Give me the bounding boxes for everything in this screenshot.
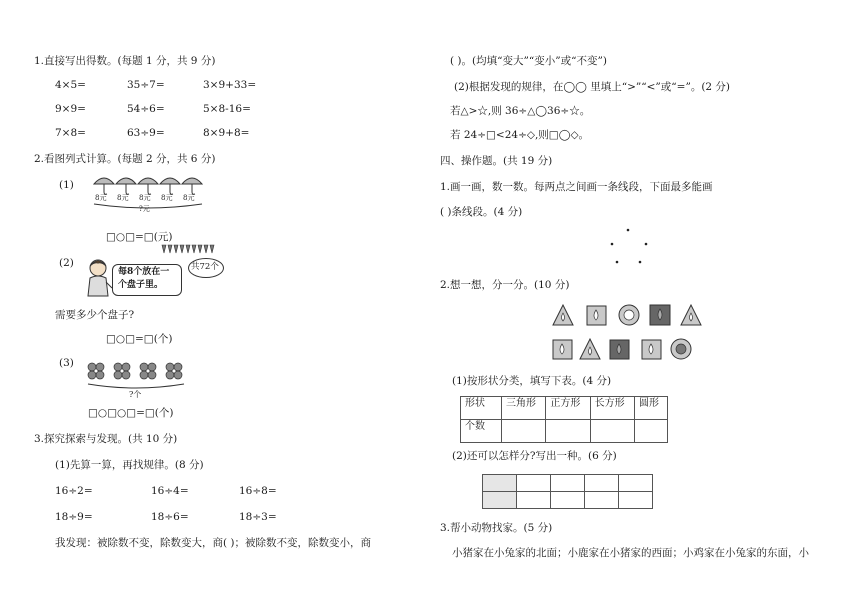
grid-cell[interactable] [585, 475, 619, 492]
table-cell[interactable] [590, 420, 634, 443]
table-header: 圆形 [634, 397, 667, 420]
dots-icon [600, 226, 660, 268]
table-row [483, 492, 653, 509]
grid-cell[interactable] [517, 492, 551, 509]
calc-item: 9×9= [55, 103, 86, 115]
q1-line1: 1.画一画，数一数。每两点之间画一条线段，下面最多能画 [440, 181, 713, 193]
q3-formula: □○□○□=□(个) [88, 407, 174, 419]
divide-item: 16÷8= [239, 485, 277, 497]
umbrella-price: 8元 [95, 194, 107, 202]
section4-title: 四、操作题。(共 19 分) [440, 155, 553, 167]
q1-question: ?元 [139, 205, 150, 213]
q2-label: (2) [59, 257, 74, 269]
q3-label: (3) [59, 357, 74, 369]
q3-text: 小猪家在小兔家的北面；小鹿家在小猪家的西面；小鸡家在小兔家的东面，小 [452, 547, 809, 559]
grid-cell[interactable] [517, 475, 551, 492]
part2-instruction: (2)根据发现的规律，在◯◯ 里填上“>”“<”或“=”。(2 分) [454, 81, 731, 93]
divide-item: 18÷6= [151, 511, 189, 523]
q1-formula: □○□=□(元) [106, 231, 173, 243]
section3-title: 3.探究探索与发现。(共 10 分) [34, 433, 178, 445]
table-cell[interactable] [634, 420, 667, 443]
section1-title: 1.直接写出得数。(每题 1 分，共 9 分) [34, 55, 216, 67]
table-row [483, 475, 653, 492]
q3-question: ?个 [129, 390, 142, 399]
table-header: 三角形 [502, 397, 546, 420]
umbrella-price: 8元 [139, 194, 151, 202]
q2-speech: 每8个放在一个盘子里。 [118, 267, 170, 290]
q2-sub1: (1)按形状分类，填写下表。(4 分) [452, 375, 612, 387]
section2-title: 2.看图列式计算。(每题 2 分，共 6 分) [34, 153, 216, 165]
q2-formula: □○□=□(个) [106, 333, 173, 345]
q2-sub2: (2)还可以怎样分?写出一种。(6 分) [452, 450, 617, 462]
child-icon [84, 258, 114, 300]
calc-item: 3×9+33= [203, 79, 257, 91]
right-column [420, 0, 860, 608]
left-column [0, 0, 420, 608]
umbrella-price: 8元 [183, 194, 195, 202]
grid-cell[interactable] [551, 475, 585, 492]
shape-table [460, 396, 668, 443]
shape-row-1-icon [552, 302, 702, 328]
section3-part1: (1)先算一算，再找规律。(8 分) [55, 459, 204, 471]
calc-item: 8×9+8= [203, 127, 250, 139]
divide-item: 18÷9= [55, 511, 93, 523]
calc-item: 4×5= [55, 79, 86, 91]
shape-row-2-icon [552, 336, 702, 362]
table-row [461, 397, 668, 420]
divide-item: 18÷3= [239, 511, 277, 523]
finding-continued: ( )。(均填“变大”“变小”或“不变”) [450, 55, 607, 67]
table-header: 长方形 [590, 397, 634, 420]
rule-2: 若 24÷□<24÷◇,则□◯◇。 [450, 129, 590, 141]
answer-grid [482, 474, 653, 509]
apple-groups-icon [86, 358, 188, 394]
grid-cell[interactable] [551, 492, 585, 509]
q2-total: 共72个 [191, 262, 219, 272]
grid-cell[interactable] [585, 492, 619, 509]
table-cell[interactable] [502, 420, 546, 443]
divide-item: 16÷4= [151, 485, 189, 497]
table-row [461, 420, 668, 443]
section3-finding: 我发现：被除数不变，除数变大，商( )；被除数不变，除数变小，商 [55, 537, 372, 549]
rule-1: 若△>☆,则 36÷△◯36÷☆。 [450, 105, 591, 117]
divide-item: 16÷2= [55, 485, 93, 497]
calc-item: 54÷6= [127, 103, 165, 115]
table-header: 形状 [461, 397, 502, 420]
table-header: 正方形 [546, 397, 590, 420]
grid-cell[interactable] [619, 475, 653, 492]
calc-item: 63÷9= [127, 127, 165, 139]
umbrella-price: 8元 [117, 194, 129, 202]
table-cell[interactable] [546, 420, 590, 443]
q3-title: 3.帮小动物找家。(5 分) [440, 522, 553, 534]
umbrella-price: 8元 [161, 194, 173, 202]
calc-item: 7×8= [55, 127, 86, 139]
table-row-label: 个数 [461, 420, 502, 443]
grid-cell[interactable] [619, 492, 653, 509]
calc-item: 35÷7= [127, 79, 165, 91]
q1-line2: ( )条线段。(4 分) [440, 206, 523, 218]
q2-title: 2.想一想，分一分。(10 分) [440, 279, 570, 291]
calc-item: 5×8-16= [203, 103, 251, 115]
grid-cell[interactable] [483, 475, 517, 492]
q2-question: 需要多少个盘子? [55, 309, 135, 321]
grid-cell[interactable] [483, 492, 517, 509]
q1-label: (1) [59, 179, 74, 191]
